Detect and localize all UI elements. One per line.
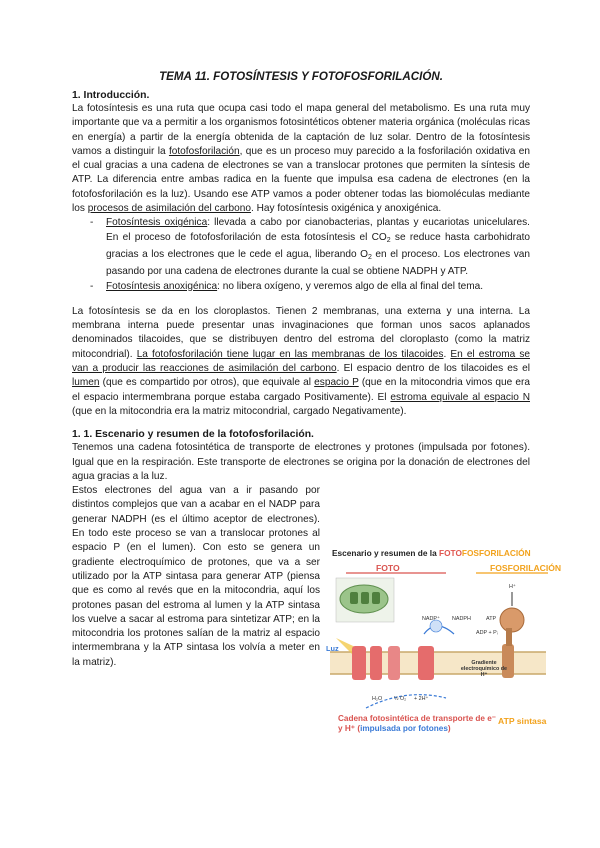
protons-label: + 2H⁺ [414,696,429,702]
nadph-label: NADPH [452,616,471,622]
photophosphorylation-figure [326,548,562,738]
section-heading-intro: 1. Introducción. [72,90,150,101]
photosynthesis-types-list [72,216,530,293]
page-title: TEMA 11. FOTOSÍNTESIS Y FOTOFOSFORILACIÓN. [159,70,443,83]
atp-label: ATP [486,616,497,622]
gradient-label: Gradiente electroquímico de H⁺ [460,660,508,678]
figure-label-foto: FOTO [376,563,400,573]
chloroplast-icon [336,578,394,622]
list-item: - Fotosíntesis anoxigénica: no libera oxígeno, y veremos algo de ella al final del tema. [106,280,530,294]
list-item: - Fotosíntesis oxigénica: llevada a cabo por cianobacterias, plantas y eucariotas unicelulares. En el proceso de fotofosforilación de esta fotosíntesis el $CO_2$ se reduce hasta carbohidrato gracias a los electrones que le cede el agua, liberando $O_2$ en el proceso. Los electrones van pasando por una cadena de electrones durante la cual se obtiene NADPH y ATP. [106,216,530,279]
adp-label: ADP + Pᵢ [476,630,498,636]
luz-label: Luz [326,644,339,653]
figure-diagram [326,548,550,738]
figure-caption-atp-synthase: ATP sintasa [498,716,547,726]
h-plus-label: H⁺ [509,584,516,590]
figure-label-fosforilacion: FOSFORILACIÓN [490,563,562,573]
figure-title: Escenario y resumen de la FOTOFOSFORILACIÓN [332,548,531,558]
nadp-label: NADP⁺ [422,616,440,622]
paragraph-escenario-column: Estos electrones del agua van a ir pasando por distintos complejos que van a acabar en el NADP para generar NADPH (es el último aceptor de electrones). En todo este proceso se van a translocar protones al espacio P (en el lumen). Con esto se genera un gradiente electroquímico de protones, que va a ser utilizado por la ATP sintasa para generar ATP (piensa que es como al revés que en la mitocondria, aquí los protones pasan del estroma al lumen y la ATP sintasa los vuelve a sacar al estroma para sintetizar ATP; en la mitocondria los protones salían de la matriz al espacio intermembrana y la ATP sintasa los volvía a meter en la matriz). [72,485,320,668]
paragraph-intro: La fotosíntesis es una ruta que ocupa casi todo el mapa general del metabolismo. Es una ruta muy importante que va a permitir a los organismos fotosintéticos obtener materia orgánica (moléculas ricas en energía) a partir de la energía obtenida de la captación de luz solar. Dentro de la fotosíntesis vamos a distinguir la fotofosforilación, que es un proceso muy parecido a la fosforilación oxidativa en el cual gracias a una cadena de electrones se van a translocar protones que permiten la síntesis de ATP. La diferencia entre ambas radica en la fuente que impulsa esa cadena de electrones (en la fotofosforilación es la luz). Usando ese ATP vamos a poder obtener todas las biomoléculas mediante los procesos de asimilación del carbono. Hay fotosíntesis oxigénica y anoxigénica. [72,103,530,215]
water-label: H₂O [372,696,383,702]
photosystem-complexes [352,646,434,680]
paragraph-chloroplasts: La fotosíntesis se da en los cloroplastos. Tienen 2 membranas, una externa y una interna. La membrana interna puede presentar unas invaginaciones que forman unos sacos aplanados denominados tilacoides, que se distribuyen dentro del estroma del cloroplasto (como la matriz mitocondrial). La fotofosforilación tiene lugar en las membranas de los tilacoides. En el estroma se van a producir las reacciones de asimilación del carbono. El espacio dentro de los tilacoides es el lumen (que es compartido por otros), que equivale al espacio P (que en la mitocondria vimos que era el espacio intermembrana porque estaba cargado Positivamente). El estroma equivale al espacio N (que en la mitocondria era la matriz mitocondrial, cargado Negativamente). [72,305,530,417]
section-heading-escenario: 1. 1. Escenario y resumen de la fotofosforilación. [72,429,314,441]
oxygen-label: ½ O₂ [394,696,407,702]
paragraph-escenario-full: Tenemos una cadena fotosintética de transporte de electrones y protones (impulsada por fotones). Igual que en la respiración. Este transporte de electrones se origina por la donación de electrones del agua gracias a la luz. [72,442,530,482]
figure-caption-chain: Cadena fotosintética de transporte de e⁻ y H⁺ (impulsada por fotones) [338,714,497,733]
